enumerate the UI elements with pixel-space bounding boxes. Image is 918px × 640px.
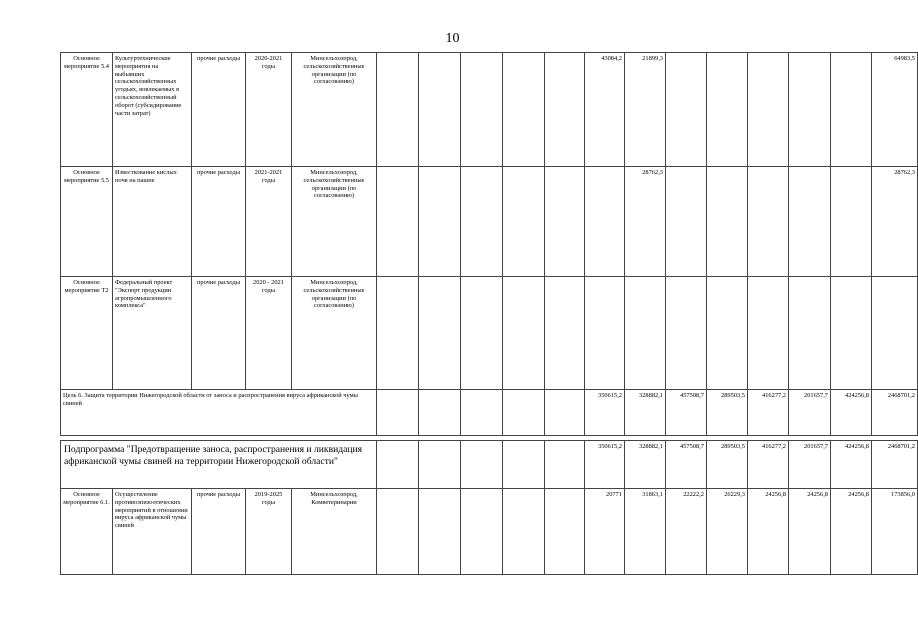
value-cell: 64983,5 <box>872 53 918 167</box>
value-cell <box>748 53 789 167</box>
value-cell: 328882,1 <box>625 441 666 489</box>
value-cell <box>419 167 461 277</box>
value-cell <box>748 277 789 390</box>
measure-title-cell: Федеральный проект "Экспорт продукции агропромышленного комплекса" <box>113 277 192 390</box>
executor-cell: Минсельхозпрод, сельскохозяйственные организации (по согласованию) <box>292 167 377 277</box>
expense-type-cell: прочие расходы <box>192 489 246 575</box>
goal6-row <box>61 390 918 436</box>
value-cell <box>545 53 585 167</box>
value-cell <box>377 441 419 489</box>
value-cell <box>377 277 419 390</box>
value-cell <box>545 277 585 390</box>
measure-title-cell: Культуртехнические мероприятия на выбывших сельскохозяйственных угодьях, вовлекаемых в сельскохозяйственный оборот (субсидирование части затрат) <box>113 53 192 167</box>
value-cell <box>545 390 585 436</box>
value-cell: 201657,7 <box>789 390 831 436</box>
value-cell <box>789 53 831 167</box>
value-cell: 328882,1 <box>625 390 666 436</box>
value-cell <box>789 277 831 390</box>
years-cell: 2020 - 2021 годы <box>246 277 292 390</box>
value-cell <box>625 277 666 390</box>
value-cell <box>666 277 707 390</box>
value-cell <box>503 53 545 167</box>
years-cell: 2021-2021 годы <box>246 167 292 277</box>
value-cell <box>377 53 419 167</box>
value-cell: 28762,3 <box>872 167 918 277</box>
value-cell: 31863,1 <box>625 489 666 575</box>
table-row <box>61 53 918 167</box>
budget-table <box>60 52 918 575</box>
value-cell <box>503 441 545 489</box>
value-cell: 20771 <box>585 489 625 575</box>
expense-type-cell: прочие расходы <box>192 53 246 167</box>
value-cell <box>377 390 419 436</box>
subprogram-row <box>61 441 918 489</box>
value-cell <box>419 441 461 489</box>
measure-name-cell: Основное мероприятие T2 <box>61 277 113 390</box>
value-cell <box>503 167 545 277</box>
value-cell: 350615,2 <box>585 441 625 489</box>
value-cell <box>461 53 503 167</box>
value-cell <box>461 390 503 436</box>
table-row <box>61 167 918 277</box>
value-cell: 424256,8 <box>831 441 872 489</box>
value-cell: 2468701,2 <box>872 441 918 489</box>
value-cell: 28762,3 <box>625 167 666 277</box>
value-cell <box>461 489 503 575</box>
value-cell: 2468701,2 <box>872 390 918 436</box>
value-cell: 24256,8 <box>748 489 789 575</box>
value-cell: 173856,0 <box>872 489 918 575</box>
value-cell <box>419 277 461 390</box>
value-cell <box>707 277 748 390</box>
value-cell <box>461 167 503 277</box>
value-cell: 289503,5 <box>707 390 748 436</box>
value-cell: 416277,2 <box>748 390 789 436</box>
value-cell <box>831 167 872 277</box>
years-cell: 2019-2025 годы <box>246 489 292 575</box>
expense-type-cell: прочие расходы <box>192 277 246 390</box>
executor-cell: Минсельхозпрод, Комветеринарии <box>292 489 377 575</box>
page-number: 10 <box>445 31 460 46</box>
value-cell <box>461 277 503 390</box>
value-cell: 457508,7 <box>666 441 707 489</box>
value-cell: 24256,8 <box>831 489 872 575</box>
value-cell <box>545 441 585 489</box>
value-cell <box>789 167 831 277</box>
value-cell <box>831 277 872 390</box>
goal6-text-cell: Цель 6. Защита территории Нижегородской области от заноса и распространения вируса африканской чумы свиней <box>61 390 377 436</box>
value-cell <box>545 167 585 277</box>
value-cell <box>419 390 461 436</box>
value-cell <box>872 277 918 390</box>
value-cell: 21899,3 <box>625 53 666 167</box>
value-cell <box>503 277 545 390</box>
value-cell <box>585 167 625 277</box>
value-cell: 289503,5 <box>707 441 748 489</box>
value-cell <box>545 489 585 575</box>
value-cell <box>707 167 748 277</box>
measure-title-cell: Известкование кислых почв на пашне <box>113 167 192 277</box>
value-cell: 43084,2 <box>585 53 625 167</box>
subprogram-text-cell: Подпрограмма "Предотвращение заноса, распространения и ликвидация африканской чумы свиней на территории Нижегородской области" <box>61 441 377 489</box>
value-cell: 416277,2 <box>748 441 789 489</box>
years-cell: 2020-2021 годы <box>246 53 292 167</box>
value-cell <box>503 489 545 575</box>
expense-type-cell: прочие расходы <box>192 167 246 277</box>
value-cell <box>461 441 503 489</box>
measure-name-cell: Основное мероприятие 5.4 <box>61 53 113 167</box>
value-cell: 457508,7 <box>666 390 707 436</box>
value-cell <box>377 167 419 277</box>
value-cell: 24256,8 <box>789 489 831 575</box>
value-cell: 350615,2 <box>585 390 625 436</box>
executor-cell: Минсельхозпрод, сельскохозяйственные организации (по согласованию) <box>292 53 377 167</box>
value-cell: 201657,7 <box>789 441 831 489</box>
value-cell <box>377 489 419 575</box>
value-cell <box>831 53 872 167</box>
value-cell: 22222,2 <box>666 489 707 575</box>
value-cell <box>707 53 748 167</box>
value-cell: 26229,3 <box>707 489 748 575</box>
value-cell <box>748 167 789 277</box>
value-cell <box>419 53 461 167</box>
table-row <box>61 277 918 390</box>
value-cell <box>585 277 625 390</box>
table-row <box>61 489 918 575</box>
measure-name-cell: Основное мероприятие 6.1. <box>61 489 113 575</box>
measure-title-cell: Осуществление противоэпизоотических мероприятий в отношении вируса африканской чумы свиней <box>113 489 192 575</box>
value-cell <box>419 489 461 575</box>
value-cell <box>666 53 707 167</box>
value-cell <box>666 167 707 277</box>
value-cell <box>503 390 545 436</box>
value-cell: 424256,8 <box>831 390 872 436</box>
measure-name-cell: Основное мероприятие 5.5 <box>61 167 113 277</box>
executor-cell: Минсельхозпрод, сельскохозяйственные организации (по согласованию) <box>292 277 377 390</box>
